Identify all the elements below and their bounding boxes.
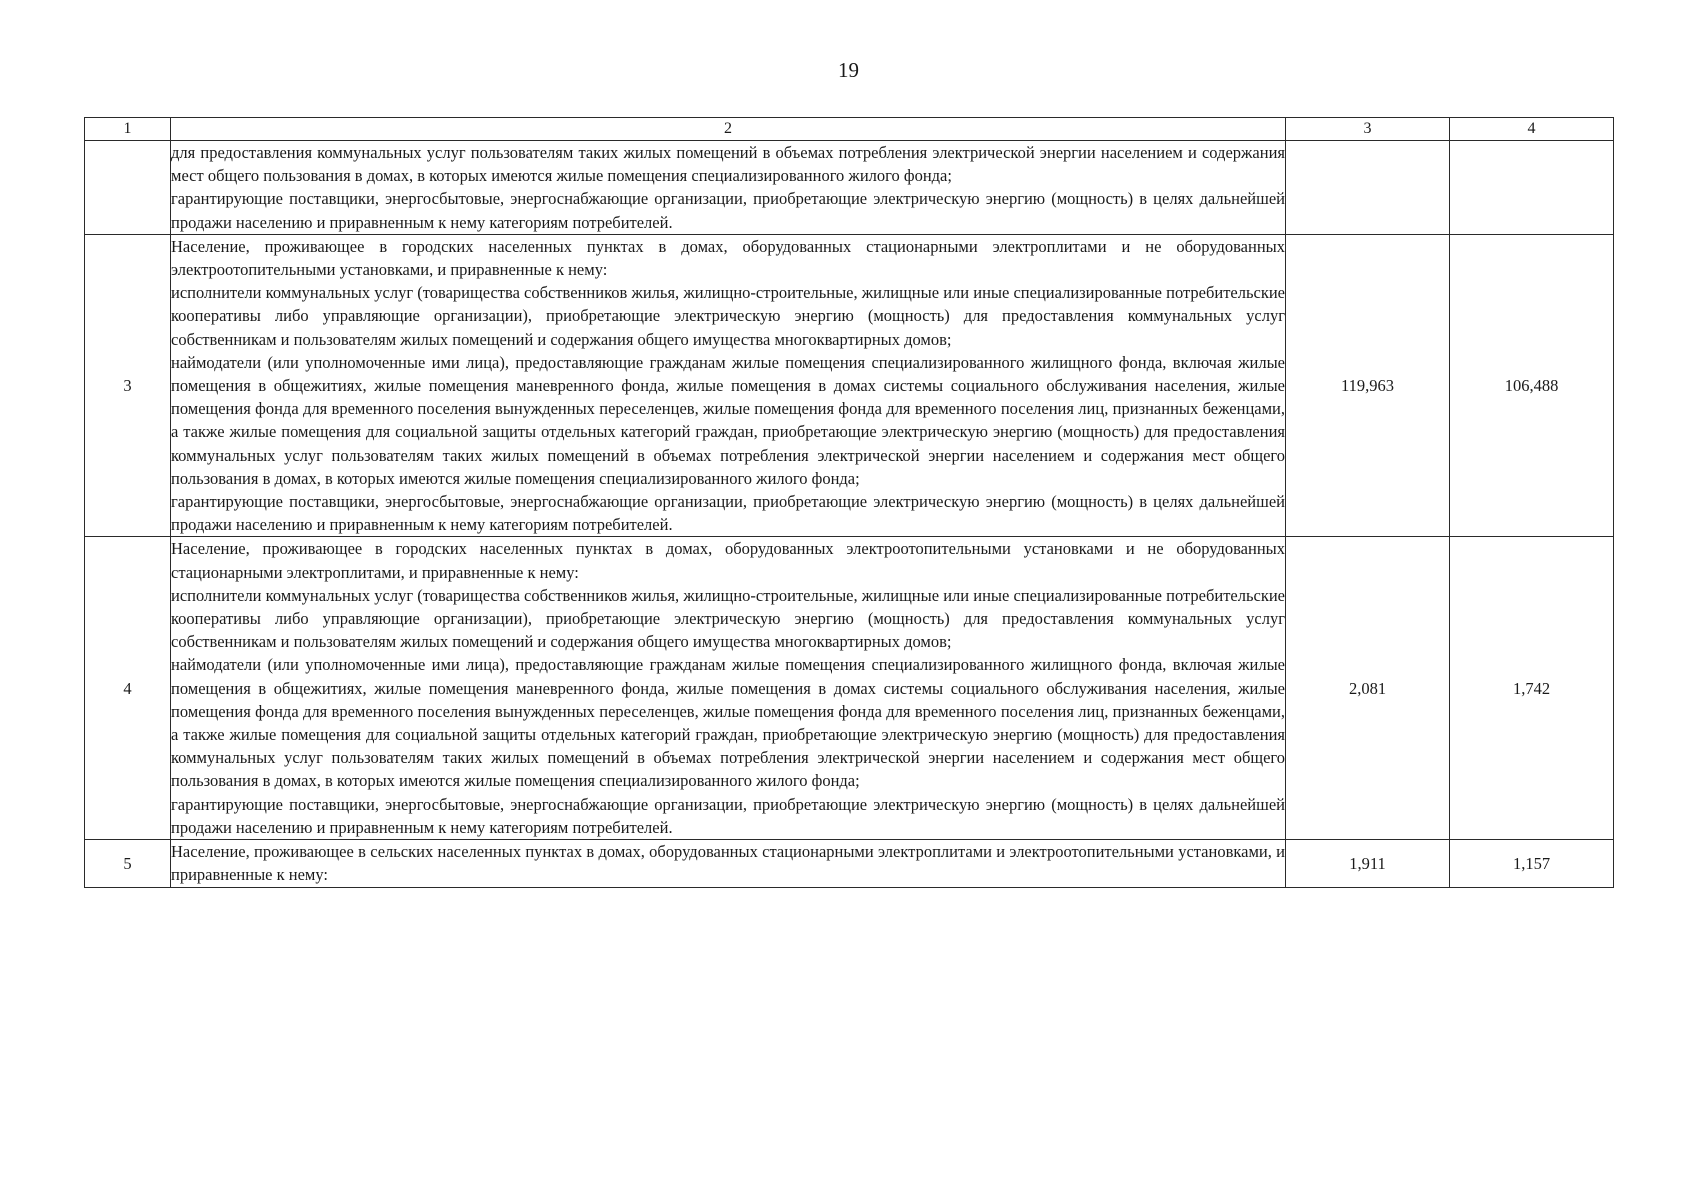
table-row [85, 537, 1614, 840]
row-description [171, 141, 1286, 235]
value-col3 [1286, 141, 1450, 235]
row-number [85, 141, 171, 235]
description-paragraph: гарантирующие поставщики, энергосбытовые, энергоснабжающие организации, приобретающие электрическую энергию (мощность) в целях дальнейшей продажи населению и приравненным к нему категориям потребителей. [171, 794, 1285, 837]
description-paragraph: гарантирующие поставщики, энергосбытовые, энергоснабжающие организации, приобретающие электрическую энергию (мощность) в целях дальнейшей продажи населению и приравненным к нему категориям потребителей. [171, 492, 1285, 535]
value-col4: 1,742 [1450, 537, 1614, 840]
value-col3: 2,081 [1286, 537, 1450, 840]
header-cell-col1: 1 [85, 118, 171, 141]
description-paragraph: гарантирующие поставщики, энергосбытовые, энергоснабжающие организации, приобретающие электрическую энергию (мощность) в целях дальнейшей продажи населению и приравненным к нему категориям потребителей. [171, 189, 1285, 232]
row-number: 5 [85, 840, 171, 887]
table-row [85, 234, 1614, 537]
description-paragraph: Население, проживающее в городских населенных пунктах в домах, оборудованных стационарными электроплитами и не оборудованных электроотопительными установками, и приравненные к нему: [171, 236, 1285, 280]
description-paragraph: Население, проживающее в сельских населенных пунктах в домах, оборудованных стационарными электроплитами и электроотопительными установками, и приравненные к нему: [171, 842, 1285, 885]
description-paragraph: исполнители коммунальных услуг (товарищества собственников жилья, жилищно-строительные, жилищные или иные специализированные потребительские кооперативы либо управляющие организации), приобретающие электрическую энергию (мощность) для предоставления коммунальных услуг собственникам и пользователям жилых помещений и содержания общего имущества многоквартирных домов; [171, 585, 1285, 652]
row-number: 4 [85, 537, 171, 840]
row-description [171, 234, 1286, 537]
tariff-table [84, 117, 1614, 888]
value-col4: 106,488 [1450, 234, 1614, 537]
description-paragraph: для предоставления коммунальных услуг пользователям таких жилых помещений в объемах потребления электрической энергии населением и содержания мест общего пользования в домах, в которых имеются жилые помещения специализированного жилого фонда; [171, 143, 1285, 186]
description-paragraph: Население, проживающее в городских населенных пунктах в домах, оборудованных электроотопительными установками и не оборудованных стационарными электроплитами, и приравненные к нему: [171, 539, 1285, 582]
header-cell-col2: 2 [171, 118, 1286, 141]
description-paragraph: исполнители коммунальных услуг (товарищества собственников жилья, жилищно-строительные, жилищные или иные специализированные потребительские кооперативы либо управляющие организации), приобретающие электрическую энергию (мощность) для предоставления коммунальных услуг собственникам и пользователям жилых помещений и содержания общего имущества многоквартирных домов; [171, 283, 1285, 349]
row-description [171, 840, 1286, 887]
row-number: 3 [85, 234, 171, 537]
description-paragraph: наймодатели (или уполномоченные ими лица), предоставляющие гражданам жилые помещения специализированного жилищного фонда, включая жилые помещения в общежитиях, жилые помещения маневренного фонда, жилые помещения в домах системы социального обслуживания населения, жилые помещения фонда для временного поселения вынужденных переселенцев, жилые помещения фонда для временного поселения лиц, признанных беженцами, а также жилые помещения для социальной защиты отдельных категорий граждан, приобретающие электрическую энергию (мощность) для предоставления коммунальных услуг пользователям таких жилых помещений в объемах потребления электрической энергии населением и содержания мест общего пользования в домах, в которых имеются жилые помещения специализированного жилого фонда; [171, 352, 1285, 488]
page-number: 19 [838, 58, 859, 82]
table-row [85, 840, 1614, 887]
description-paragraph: наймодатели (или уполномоченные ими лица), предоставляющие гражданам жилые помещения специализированного жилищного фонда, включая жилые помещения в общежитиях, жилые помещения маневренного фонда, жилые помещения в домах системы социального обслуживания населения, жилые помещения фонда для временного поселения вынужденных переселенцев, жилые помещения фонда для временного поселения лиц, признанных беженцами, а также жилые помещения для социальной защиты отдельных категорий граждан, приобретающие электрическую энергию (мощность) для предоставления коммунальных услуг пользователям таких жилых помещений в объемах потребления электрической энергии населением и содержания мест общего пользования в домах, в которых имеются жилые помещения специализированного жилого фонда; [171, 655, 1285, 791]
row-description [171, 537, 1286, 840]
header-cell-col3: 3 [1286, 118, 1450, 141]
value-col3: 1,911 [1286, 840, 1450, 887]
table-header-row [85, 118, 1614, 141]
header-cell-col4: 4 [1450, 118, 1614, 141]
value-col4 [1450, 141, 1614, 235]
value-col3: 119,963 [1286, 234, 1450, 537]
value-col4: 1,157 [1450, 840, 1614, 887]
table-row [85, 141, 1614, 235]
